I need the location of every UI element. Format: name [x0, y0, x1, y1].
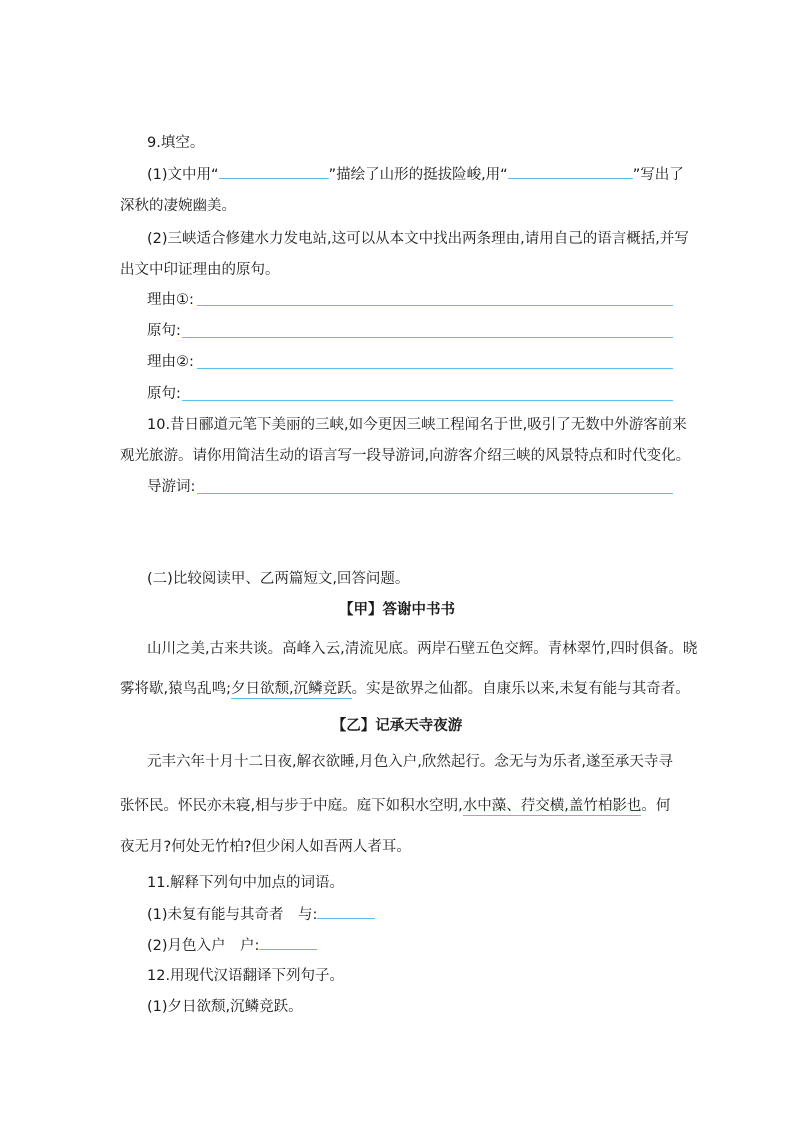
original-2-label: 原句: [147, 386, 181, 402]
q9-part1-text-b: ”描绘了山形的挺拔险峻,用“ [328, 167, 508, 183]
q12-title: 12.用现代汉语翻译下列句子。 [147, 968, 345, 984]
q9-part2-line2: 出文中印证理由的原句。 [120, 262, 280, 278]
jia-text-c: 。实是欲界之仙都。自康乐以来,未复有能与其奇者。 [351, 681, 690, 697]
yi-underlined-sentence: 水中藻、荇交横,盖竹柏影也 [462, 798, 642, 814]
reason-1-answer-line[interactable] [197, 304, 673, 306]
original-2-answer-line[interactable] [182, 399, 673, 401]
q12-item1: (1)夕日欲颓,沉鳞竞跃。 [147, 999, 303, 1015]
section2-intro: (二)比较阅读甲、乙两篇短文,回答问题。 [147, 571, 410, 587]
reason-1-label: 理由①: [147, 292, 194, 308]
passage-yi-title: 【乙】记承天寺夜游 [331, 718, 463, 734]
jia-underlined-sentence: 夕日欲颓,沉鳞竞跃 [231, 681, 352, 697]
q9-blank-1[interactable] [219, 164, 329, 179]
q10-line2: 观光旅游。请你用简洁生动的语言写一段导游词,向游客介绍三峡的风景特点和时代变化。 [120, 448, 691, 464]
q11-item2 [147, 935, 317, 956]
reason-2-answer-line[interactable] [197, 367, 673, 369]
original-1-answer-line[interactable] [182, 336, 673, 338]
q9-title: 9.填空。 [147, 135, 205, 151]
reason-2-label: 理由②: [147, 354, 194, 370]
guide-label: 导游词: [147, 479, 196, 495]
q9-part2-line1: (2)三峡适合修建水力发电站,这可以从本文中找出两条理由,请用自己的语言概括,并写 [147, 231, 689, 247]
q11-title: 11.解释下列句中加点的词语。 [147, 875, 345, 891]
q11-item2-blank[interactable] [259, 935, 317, 950]
q9-part1-cont: 深秋的凄婉幽美。 [120, 198, 236, 214]
passage-yi-line1: 元丰六年十月十二日夜,解衣欲睡,月色入户,欣然起行。念无与为乐者,遂至承天寺寻 [147, 754, 673, 770]
q9-part1-text-c: ”写出了 [632, 167, 684, 183]
jia-text-a: 雾将歇,猿鸟乱鸣; [120, 681, 231, 697]
guide-answer-line[interactable] [197, 492, 673, 494]
q11-item1-blank[interactable] [317, 904, 375, 919]
q9-part1-line [147, 164, 684, 185]
passage-jia-line2 [120, 679, 690, 699]
q9-blank-2[interactable] [508, 164, 633, 179]
passage-jia-title: 【甲】答谢中书书 [339, 602, 455, 618]
passage-jia-line1: 山川之美,古来共谈。高峰入云,清流见底。两岸石壁五色交辉。青林翠竹,四时俱备。晓 [147, 641, 698, 657]
q11-item1 [147, 904, 375, 925]
q10-line1: 10.昔日郦道元笔下美丽的三峡,如今更因三峡工程闻名于世,吸引了无数中外游客前来 [147, 417, 687, 433]
q11-item1-text: (1)未复有能与其奇者 与: [147, 907, 318, 923]
yi-text-a: 张怀民。怀民亦未寝,相与步于中庭。庭下如积水空明, [120, 798, 463, 814]
yi-text-c: 。何 [641, 798, 671, 814]
original-1-label: 原句: [147, 323, 181, 339]
q11-item2-text: (2)月色入户 户: [147, 938, 260, 954]
q9-part1-text-a: (1)文中用“ [147, 167, 219, 183]
passage-yi-line2 [120, 796, 670, 816]
passage-yi-line3: 夜无月?何处无竹柏?但少闲人如吾两人者耳。 [120, 839, 411, 855]
